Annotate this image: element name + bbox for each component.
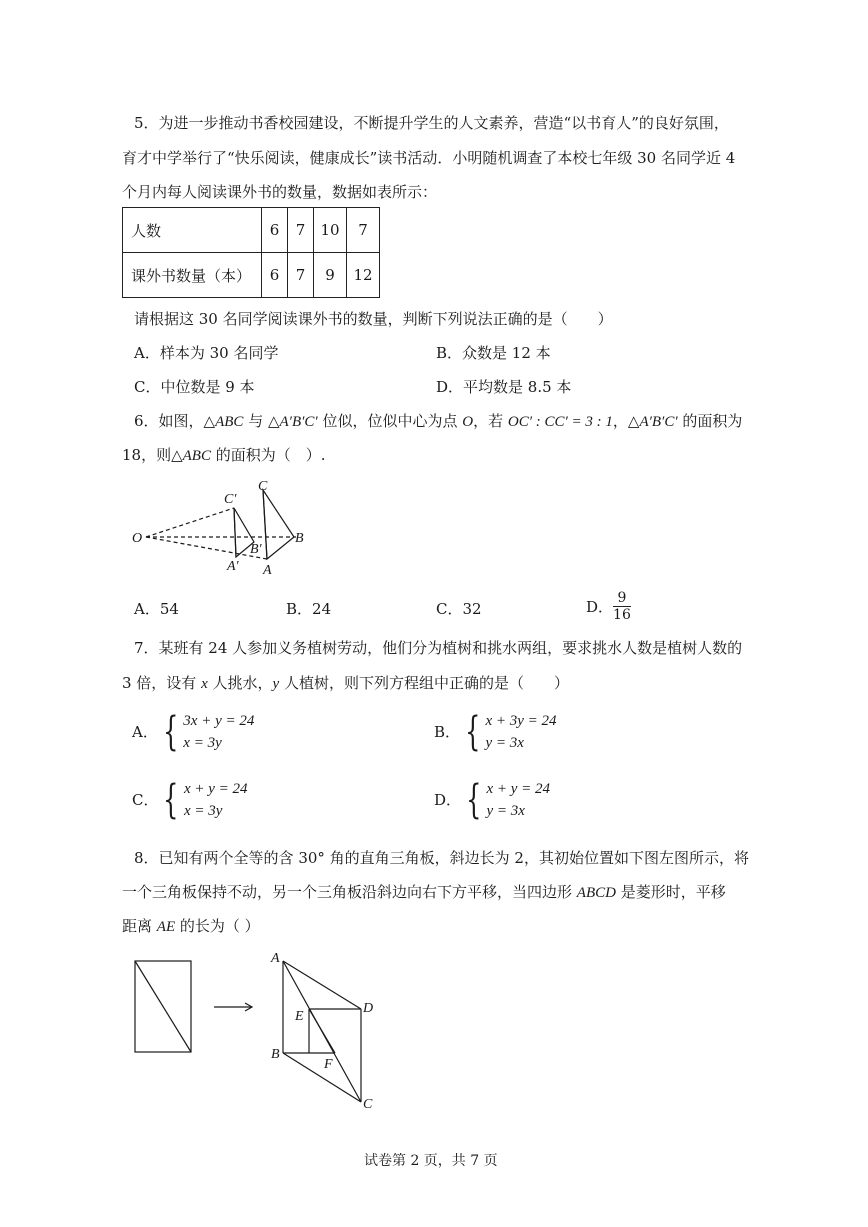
equation-system (486, 778, 550, 822)
brace-icon: { (163, 777, 179, 823)
label-a: A (263, 563, 272, 578)
q7-option-b (434, 710, 557, 754)
equation: y = 3x (485, 735, 524, 751)
q6-text: 的面积为 (677, 412, 743, 430)
table-row-label: 人数 (123, 208, 262, 253)
table-cell: 7 (288, 208, 314, 253)
q8-text: 距离 (122, 917, 157, 935)
q8-text: 是菱形时，平移 (615, 883, 726, 901)
equation-system (184, 778, 248, 822)
q8-line1: 8．已知有两个全等的含 30° 角的直角三角板，斜边长为 2，其初始位置如下图左图所示，将 (134, 849, 749, 867)
q5-line1: 5．为进一步推动书香校园建设，不断提升学生的人文素养，营造“以书育人”的良好氛围， (134, 114, 729, 132)
q6-text: ，若 (473, 412, 508, 430)
q7-text: 人挑水， (207, 674, 273, 692)
equation: x = 3y (183, 803, 223, 819)
q5-data-table (122, 207, 380, 298)
equation: y = 3x (486, 803, 525, 819)
table-row (123, 253, 380, 298)
q5-option-b: B．众数是 12 本 (436, 344, 551, 362)
table-cell: 6 (262, 208, 288, 253)
q7-var-y: y (272, 676, 280, 692)
table-cell: 6 (262, 253, 288, 298)
q7-option-a (132, 710, 254, 754)
table-cell: 12 (347, 253, 380, 298)
q7-option-b-label: B． (434, 723, 461, 741)
q6-line1 (134, 411, 742, 432)
equation-system (485, 710, 556, 754)
label-b: B (271, 1047, 280, 1062)
q6-text: ， (612, 412, 628, 430)
label-o: O (132, 531, 143, 546)
label-b: B (295, 531, 304, 546)
q8-triangles-figure (128, 948, 388, 1118)
equation: x + y = 24 (486, 781, 551, 797)
table-cell: 7 (288, 253, 314, 298)
label-b-prime: B′ (250, 542, 262, 557)
q8-text: 的长为（ ） (175, 917, 260, 935)
q6-text: 的面积为（ ）. (210, 446, 326, 464)
q5-option-d: D．平均数是 8.5 本 (436, 378, 572, 396)
q6-homothety-figure (126, 478, 316, 578)
q6-triangle-a1b1c1: △A′B′C′ (267, 414, 318, 430)
q7-text: 人植树，则下列方程组中正确的是（ ） (279, 674, 569, 692)
label-e: E (295, 1009, 304, 1024)
q8-segment-ae: AE (156, 919, 176, 935)
fraction-numerator: 9 (613, 590, 631, 607)
label-c: C (258, 479, 268, 494)
q6-triangle-a1b1c1: △A′B′C′ (627, 414, 678, 430)
table-cell: 7 (347, 208, 380, 253)
brace-icon: { (162, 709, 179, 755)
q6-option-d (586, 590, 631, 623)
q8-text: 一个三角板保持不动，另一个三角板沿斜边向右下方平移，当四边形 (122, 883, 577, 901)
equation-system (183, 710, 254, 754)
q6-text: 与 (243, 412, 268, 430)
q8-line3 (122, 916, 260, 937)
q5-question: 请根据这 30 名同学阅读课外书的数量，判断下列说法正确的是（ ） (134, 310, 613, 328)
q7-var-x: x (201, 676, 208, 692)
equation: x + 3y = 24 (485, 713, 557, 729)
q6-option-d-fraction (613, 590, 631, 623)
q7-option-d (434, 778, 550, 822)
table-row-label: 课外书数量（本） (123, 253, 262, 298)
q6-text: 位似，位似中心为点 (317, 412, 463, 430)
label-c: C (363, 1097, 373, 1112)
page-footer: 试卷第 2 页，共 7 页 (364, 1153, 498, 1169)
q7-line2 (122, 673, 569, 694)
q6-ratio: OC′ : CC′ = 3 : 1 (507, 414, 613, 430)
q6-option-c: C．32 (436, 600, 482, 618)
q8-quad-abcd: ABCD (576, 885, 616, 901)
q6-option-d-label: D． (586, 597, 614, 616)
q7-text: 3 倍，设有 (122, 674, 202, 692)
table-cell: 9 (314, 253, 347, 298)
equation: x = 3y (183, 735, 222, 751)
equation: 3x + y = 24 (183, 713, 255, 729)
q7-option-c-label: C． (132, 791, 159, 809)
q5-option-a: A．样本为 30 名同学 (134, 344, 279, 362)
q6-text: 18，则 (122, 446, 172, 464)
q7-option-d-label: D． (434, 791, 462, 809)
fraction-denominator: 16 (613, 607, 631, 623)
label-c-prime: C′ (224, 492, 237, 507)
label-a-prime: A′ (227, 559, 239, 574)
brace-icon: { (465, 709, 481, 755)
table-cell: 10 (314, 208, 347, 253)
label-f: F (324, 1057, 333, 1072)
q6-triangle-abc: △ABC (203, 414, 244, 430)
table-row (123, 208, 380, 253)
q5-line3: 个月内每人阅读课外书的数量，数据如表所示： (122, 183, 438, 201)
q6-line2 (122, 445, 326, 466)
q5-line2: 育才中学举行了“快乐阅读，健康成长”读书活动．小明随机调查了本校七年级 30 名同学近 4 (122, 149, 736, 167)
q5-option-c: C．中位数是 9 本 (134, 378, 255, 396)
label-d: D (363, 1001, 374, 1016)
q6-prefix: 6．如图， (134, 412, 204, 430)
q7-option-a-label: A． (132, 723, 158, 741)
q6-triangle-abc: △ABC (171, 448, 211, 464)
q7-line1: 7．某班有 24 人参加义务植树劳动，他们分为植树和挑水两组，要求挑水人数是植树人数的 (134, 639, 743, 657)
label-a: A (271, 951, 280, 966)
q6-option-b: B．24 (286, 600, 332, 618)
q6-option-a: A．54 (134, 600, 179, 618)
equation: x + y = 24 (183, 781, 248, 797)
q6-point-o: O (462, 414, 474, 430)
q8-line2 (122, 882, 726, 903)
q7-option-c (132, 778, 248, 822)
brace-icon: { (466, 777, 482, 823)
